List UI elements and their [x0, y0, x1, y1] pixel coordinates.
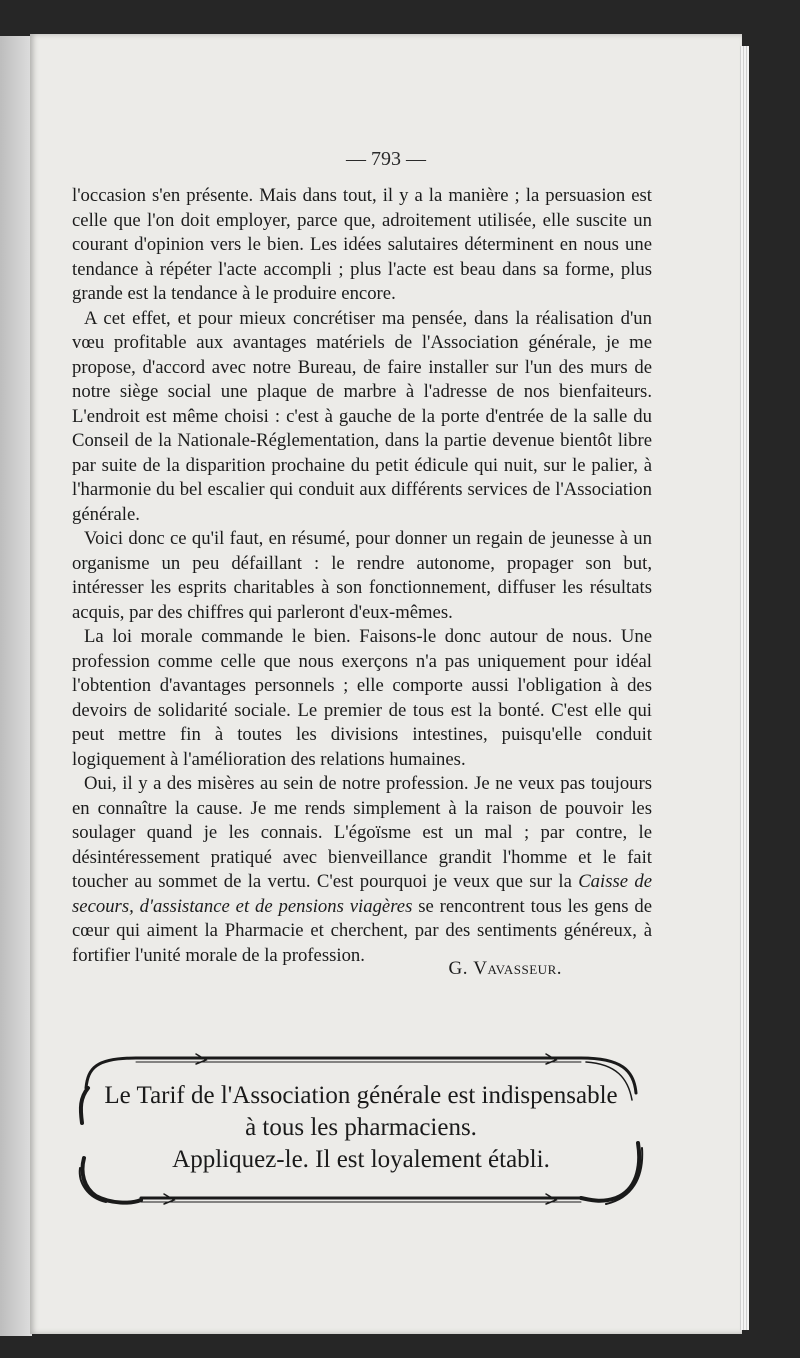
author-name: Vavasseur. [473, 958, 562, 979]
author-signature [449, 958, 562, 980]
notice-line-2: à tous les pharmaciens. [245, 1114, 477, 1141]
notice-line-1: Le Tarif de l'Association générale est indispensable [104, 1082, 618, 1109]
paragraph-5-text-end: se rencontrent tous les gens de cœur qui aiment la Pharmacie et cherchent, par des sentiments généreux, à fortifier l'unité morale de la profession. [72, 895, 652, 966]
notice-text [76, 1080, 646, 1176]
article-body [72, 184, 652, 968]
paragraph-3: Voici donc ce qu'il faut, en résumé, pour donner un regain de jeunesse à un organisme un peu défaillant : le rendre autonome, propager son but, intéresser les esprits charitables à son fonctionnement, diffuser les résultats acquis, par des chiffres qui parleront d'eux-mêmes. [72, 528, 652, 623]
paragraph-1: l'occasion s'en présente. Mais dans tout, il y a la manière ; la persuasion est celle que l'on doit employer, parce que, adroitement utilisée, elle suscite un courant d'opinion vers le bien. Les idées salutaires déterminent en nous une tendance à répéter l'acte accompli ; plus l'acte est beau dans sa forme, plus grande est la tendance à le produire encore. [72, 185, 652, 304]
page-stack-edge [740, 46, 749, 1330]
author-initial: G. [448, 958, 468, 979]
facing-page-edge [0, 36, 32, 1336]
tariff-notice-box [76, 1048, 646, 1212]
fund-name: Caisse de secours, d'assistance et de pensions viagères [72, 871, 653, 917]
book-page [30, 34, 742, 1334]
paragraph-5 [72, 772, 652, 968]
paragraph-5-text-start: Oui, il y a des misères au sein de notre profession. Je ne veux pas toujours en connaître la cause. Je me rends simplement à la raison de pouvoir les soulager quand je les connais. L'égoïsme est un mal ; par contre, le désintéressement pratiqué avec bienveillance grandit l'homme et le fait toucher au sommet de la vertu. C'est pourquoi je veux que sur la [72, 773, 652, 892]
notice-line-3: Appliquez-le. Il est loyalement établi. [172, 1146, 550, 1173]
paragraph-2: A cet effet, et pour mieux concrétiser ma pensée, dans la réalisation d'un vœu profitable aux avantages matériels de l'Association générale, je me propose, d'accord avec notre Bureau, de faire installer sur l'un des murs de notre siège social une plaque de marbre à l'adresse de nos bienfaiteurs. L'endroit est même choisi : c'est à gauche de la porte d'entrée de la salle du Conseil de la Nationale-Réglementation, dans la partie devenue bientôt libre par suite de la disparition prochaine du petit édicule qui nuit, sur le palier, à l'harmonie du bel escalier qui conduit aux différents services de l'Association générale. [72, 307, 652, 525]
paragraph-4: La loi morale commande le bien. Faisons-le donc autour de nous. Une profession comme celle que nous exerçons n'a pas uniquement pour idéal l'obtention d'avantages personnels ; elle comporte aussi l'obligation à des devoirs de solidarité sociale. Le premier de tous est la bonté. C'est elle qui peut mettre fin à toutes les divisions intestines, puisqu'elle conduit logiquement à l'amélioration des relations humaines. [72, 626, 652, 770]
page-number: — 793 — [346, 148, 426, 170]
